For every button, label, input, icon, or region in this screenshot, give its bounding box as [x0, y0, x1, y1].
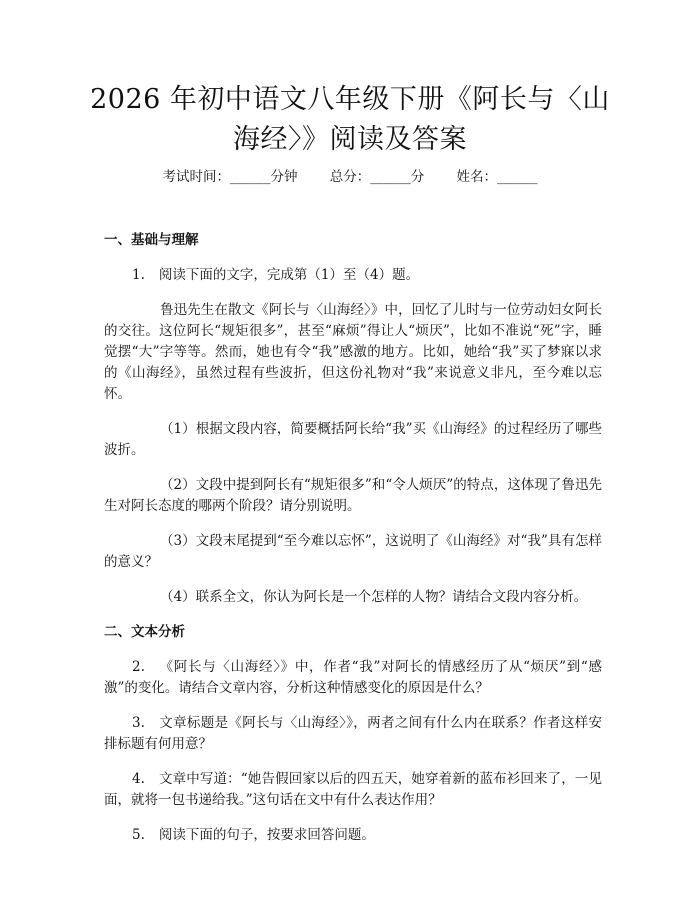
question-text: 阅读下面的句子，按要求回答问题。	[158, 827, 375, 843]
student-name-field: 姓名：______	[456, 169, 538, 185]
question-text: 《阿长与〈山海经〉》中，作者“我”对阿长的情感经历了从“烦厌”到“感激”的变化。请结合文章内容，分析这种情感变化的原因是什么？	[104, 659, 602, 696]
question-4	[104, 769, 602, 811]
question-2	[104, 657, 602, 699]
sub-question-1: （1）根据文段内容，简要概括阿长给“我”买《山海经》的过程经历了哪些波折。	[104, 421, 602, 458]
question-text: 阅读下面的文字，完成第（1）至（4）题。	[158, 267, 420, 283]
page-title: 2026 年初中语文八年级下册《阿长与〈山海经〉》阅读及答案	[90, 84, 610, 155]
question-number: 4.	[132, 771, 145, 787]
section-heading-basics: 一、基础与理解	[104, 232, 199, 248]
question-5	[104, 825, 602, 846]
exam-meta	[0, 167, 700, 187]
sub-question-4: （4）联系全文，你认为阿长是一个怎样的人物？请结合文段内容分析。	[160, 589, 588, 605]
question-number: 1.	[132, 267, 145, 283]
exam-content	[104, 230, 602, 860]
exam-time-field: 考试时间：______分钟	[162, 169, 298, 185]
question-number: 3.	[132, 715, 145, 731]
question-text: 文章标题是《阿长与〈山海经〉》，两者之间有什么内在联系？作者这样安排标题有何用意？	[104, 715, 602, 752]
section-heading-analysis: 二、文本分析	[104, 624, 185, 640]
sub-question-2: （2）文段中提到阿长有“规矩很多”和“令人烦厌”的特点，这体现了鲁迅先生对阿长态度的哪两个阶段？请分别说明。	[104, 477, 602, 514]
question-3	[104, 713, 602, 755]
question-1	[104, 265, 602, 286]
total-score-field: 总分：______分	[329, 169, 425, 185]
question-text: 文章中写道：“她告假回家以后的四五天，她穿着新的蓝布衫回来了，一见面，就将一包书递给我。”这句话在文中有什么表达作用？	[104, 771, 602, 808]
reading-passage: 鲁迅先生在散文《阿长与〈山海经〉》中，回忆了儿时与一位劳动妇女阿长的交往。这位阿长“规矩很多”，甚至“麻烦”得让人“烦厌”，比如不准说“死”字，睡觉摆“大”字等等。然而，她也有令“我”感激的地方。比如，她给“我”买了梦寐以求的《山海经》，虽然过程有些波折，但这份礼物对“我”来说意义非凡，至今难以忘怀。	[104, 302, 602, 402]
sub-question-3: （3）文段末尾提到“至今难以忘怀”，这说明了《山海经》对“我”具有怎样的意义？	[104, 533, 602, 570]
question-number: 2.	[132, 659, 145, 675]
question-number: 5.	[132, 827, 145, 843]
